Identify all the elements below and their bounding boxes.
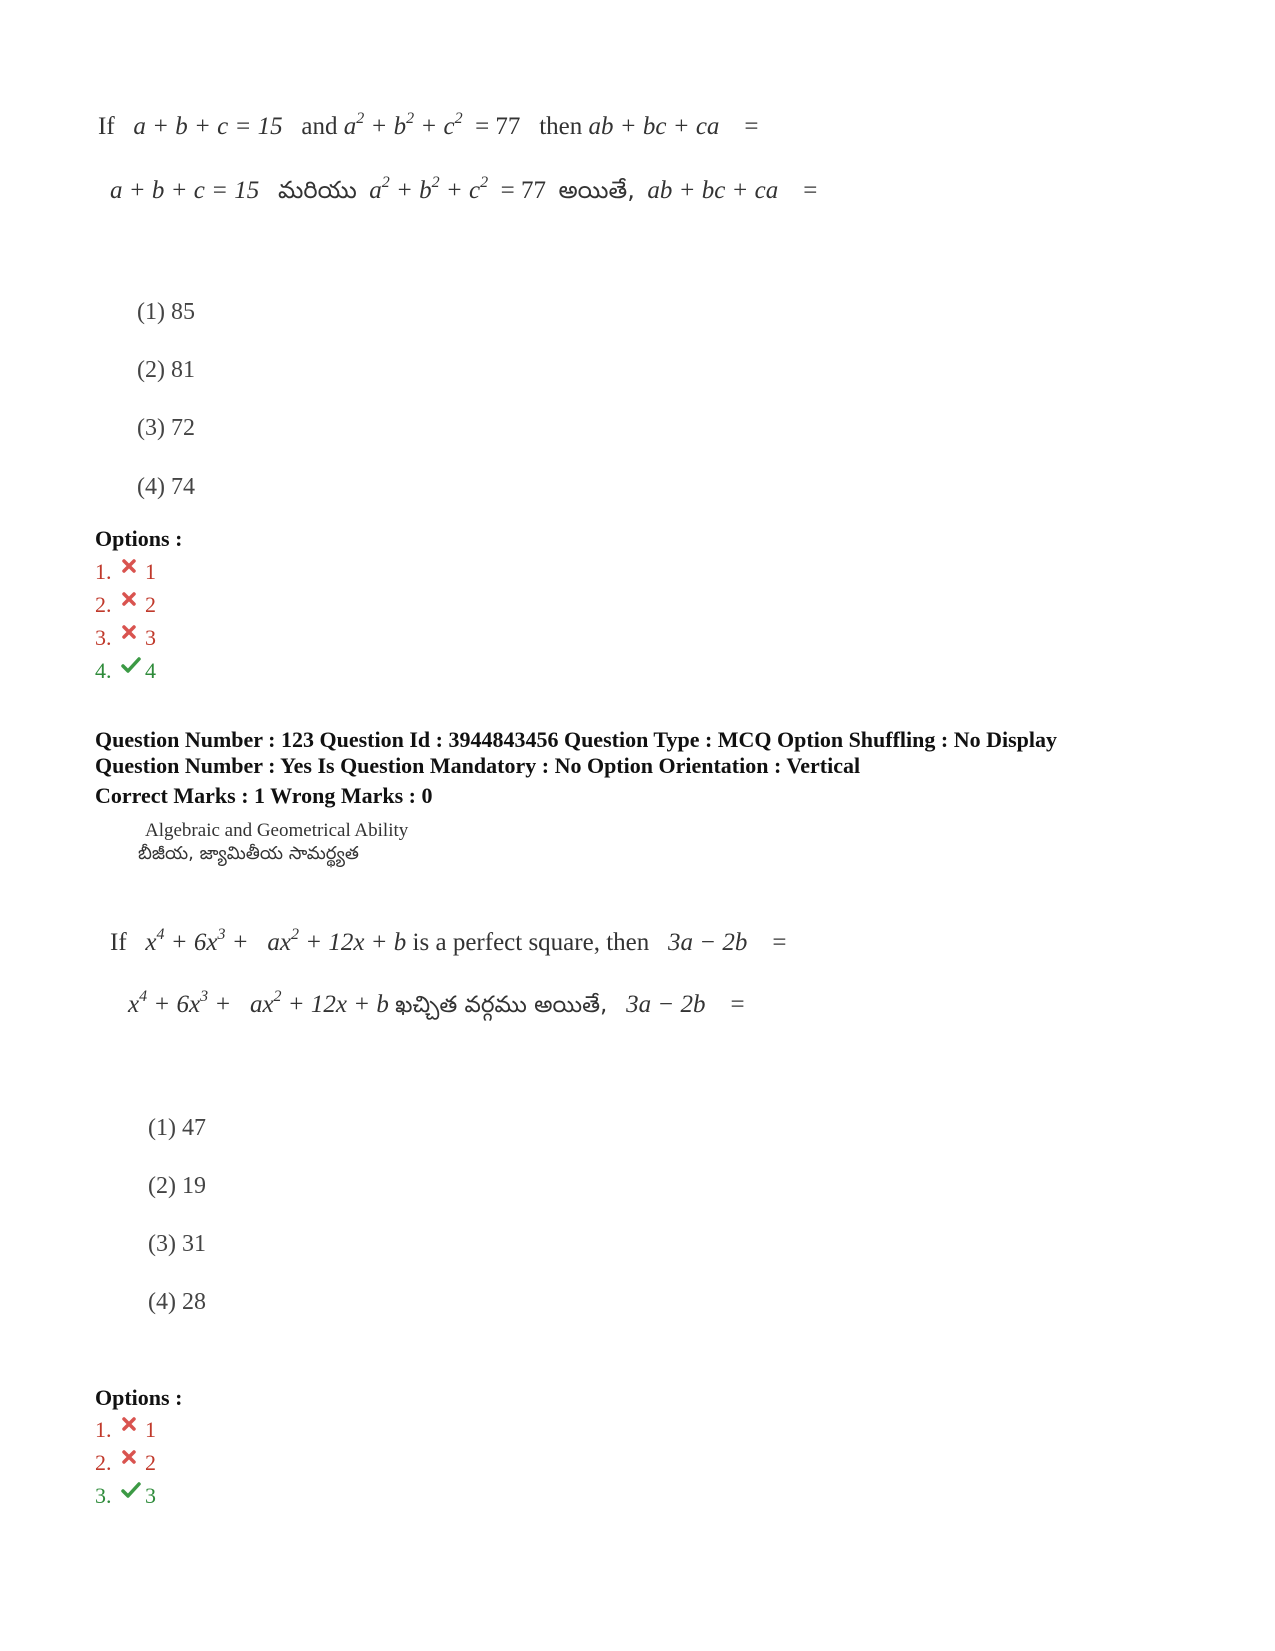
- q1-cond2: $a^2 + b^2 + c^2$: [343, 110, 463, 140]
- q1-options-list: [95, 555, 156, 687]
- q1-choice-1: (1) 85: [137, 299, 195, 325]
- q2-choice-2: (2) 19: [148, 1173, 206, 1199]
- q2-subject-english: Algebraic and Geometrical Ability: [145, 820, 409, 841]
- option-number: 4.: [95, 658, 112, 683]
- q1-cond1: a + b + c = 15: [133, 113, 283, 140]
- option-value: 2: [145, 592, 156, 617]
- q1-target: ab + bc + ca: [588, 113, 720, 140]
- option-number: 2.: [95, 592, 112, 617]
- q1-if: If: [98, 113, 115, 140]
- q2-text: is a perfect square, then: [412, 929, 650, 956]
- q1-option-4: [95, 654, 156, 687]
- option-value: 2: [145, 1450, 156, 1475]
- q1-eq: =: [744, 113, 759, 140]
- q2-option-3: [95, 1479, 156, 1512]
- q2-statement-telugu: [128, 988, 745, 1024]
- q1-statement-english: [98, 110, 759, 141]
- q1-then: then: [539, 113, 583, 140]
- q2-option-1: [95, 1413, 156, 1446]
- q1-te-then: అయితే,: [558, 176, 635, 204]
- q2-poly-tail: + 12x + b: [305, 929, 407, 956]
- q2-subject-telugu: బీజీయ, జ్యామితీయ సామర్థ్యత: [138, 843, 359, 864]
- option-value: 3: [145, 625, 156, 650]
- q1-option-2: [95, 588, 156, 621]
- q1-option-3: [95, 621, 156, 654]
- q2-te-target: 3a − 2b: [626, 991, 706, 1018]
- q1-te-and: మరియు: [277, 176, 357, 204]
- option-value: 3: [145, 1483, 156, 1508]
- q1-te-cond2: $a^2 + b^2 + c^2$: [369, 174, 489, 204]
- cross-icon: [121, 591, 145, 607]
- q1-rhs: = 77: [475, 113, 521, 140]
- q2-te-eq: =: [730, 991, 745, 1018]
- q2-statement-english: [110, 926, 787, 957]
- q2-if: If: [110, 929, 127, 956]
- option-number: 3.: [95, 625, 112, 650]
- q2-te-poly-tail: + 12x + b: [287, 991, 389, 1018]
- cross-icon: [121, 1449, 145, 1465]
- option-value: 4: [145, 658, 156, 683]
- q2-subject: [138, 819, 409, 865]
- q2-options-label: Options :: [95, 1385, 183, 1410]
- q1-option-1: [95, 555, 156, 588]
- q2-meta-line-3: Correct Marks : 1 Wrong Marks : 0: [95, 783, 433, 808]
- option-value: 1: [145, 1417, 156, 1442]
- q2-option-2: [95, 1446, 156, 1479]
- q2-choice-1: (1) 47: [148, 1115, 206, 1141]
- q1-choice-3: (3) 72: [137, 415, 195, 441]
- option-number: 2.: [95, 1450, 112, 1475]
- q2-te-text: ఖచ్చిత వర్గము అయితే,: [395, 992, 608, 1018]
- check-icon: [121, 1481, 145, 1499]
- q1-te-eq: =: [803, 177, 818, 204]
- option-value: 1: [145, 559, 156, 584]
- option-number: 3.: [95, 1483, 112, 1508]
- q2-meta-line-1: Question Number : 123 Question Id : 3944843456 Question Type : MCQ Option Shuffling : No Display: [95, 727, 1058, 752]
- q2-options-list: [95, 1413, 156, 1512]
- option-number: 1.: [95, 1417, 112, 1442]
- check-icon: [121, 656, 145, 674]
- q1-te-rhs: = 77: [500, 177, 546, 204]
- q1-choice-4: (4) 74: [137, 474, 195, 500]
- q1-te-target: ab + bc + ca: [647, 177, 779, 204]
- q1-options-label: Options :: [95, 526, 183, 551]
- q2-te-poly: $x^4 + 6x^3 + ax^2$: [128, 988, 282, 1018]
- q2-choice-4: (4) 28: [148, 1289, 206, 1315]
- q2-poly: $x^4 + 6x^3 + ax^2$: [145, 926, 299, 956]
- q1-choice-2: (2) 81: [137, 357, 195, 383]
- q1-te-cond1: a + b + c = 15: [110, 177, 260, 204]
- q2-eq: =: [772, 929, 787, 956]
- q1-and: and: [301, 113, 338, 140]
- q2-meta: [95, 727, 1057, 809]
- cross-icon: [121, 624, 145, 640]
- option-number: 1.: [95, 559, 112, 584]
- q2-meta-line-2: Question Number : Yes Is Question Mandatory : No Option Orientation : Vertical: [95, 753, 861, 778]
- cross-icon: [121, 558, 145, 574]
- q2-target: 3a − 2b: [668, 929, 748, 956]
- q1-statement-telugu: [110, 176, 817, 210]
- cross-icon: [121, 1416, 145, 1432]
- q2-choice-3: (3) 31: [148, 1231, 206, 1257]
